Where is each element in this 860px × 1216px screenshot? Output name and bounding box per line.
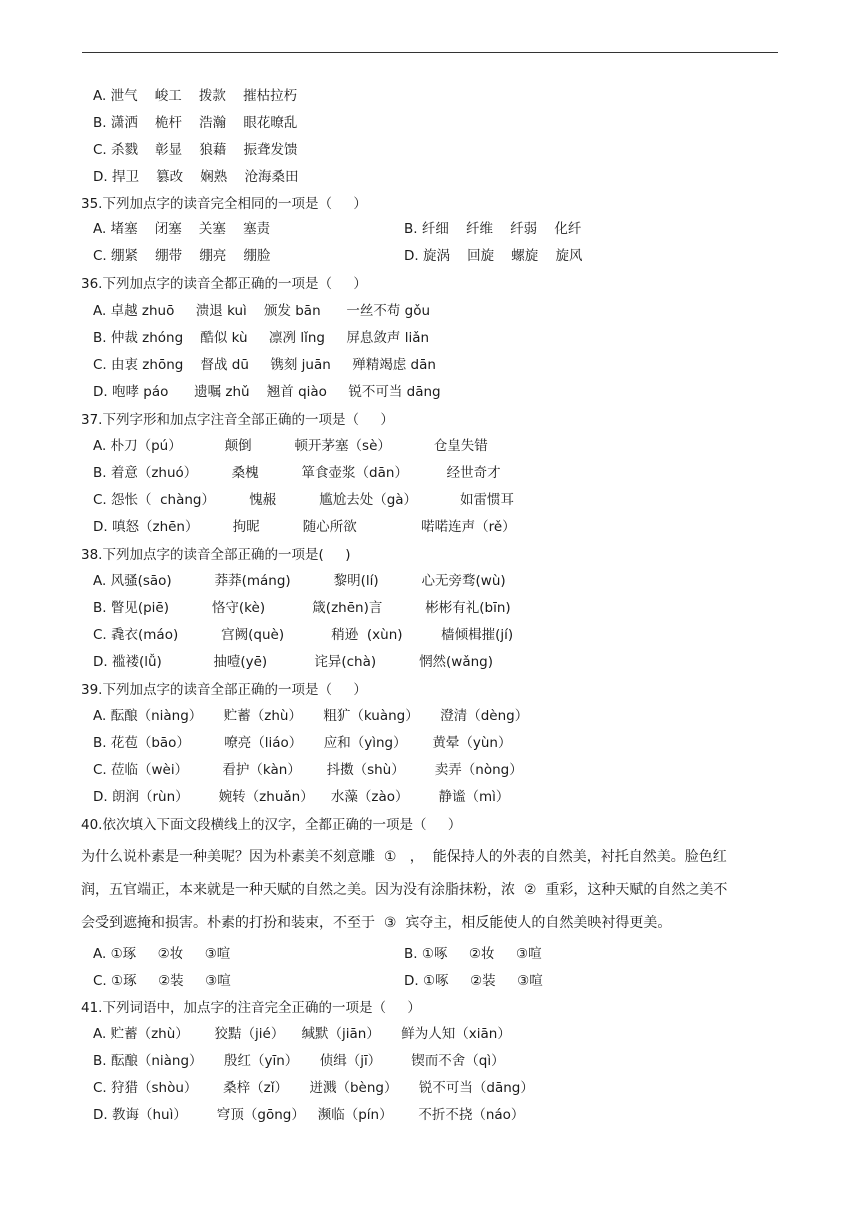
q40-option-d: D. ①啄 ②装 ③喧 [404, 973, 543, 989]
q34-option-d: D. 捍卫 篡改 娴熟 沧海桑田 [93, 169, 299, 185]
q39-title: 39.下列加点字的读音全部正确的一项是（ ） [81, 682, 367, 698]
q41-option-d: D. 教诲（huì） 穹顶（gōng） 濒临（pín） 不折不挠（náo） [93, 1107, 525, 1123]
q39-option-a: A. 酝酿（niàng） 贮蓄（zhù） 粗犷（kuàng） 澄清（dèng） [93, 708, 529, 724]
q40-passage-line-1: 为什么说朴素是一种美呢？因为朴素美不刻意雕 ① ， 能保持人的外表的自然美，衬托自然美。脸色红 [81, 849, 727, 865]
q38-option-c: C. 毳衣(máo) 宫阙(què) 稍逊 (xùn) 樯倾楫摧(jí) [93, 627, 514, 643]
q39-option-b: B. 花苞（bāo） 嘹亮（liáo） 应和（yìng） 黄晕（yùn） [93, 735, 512, 751]
q41-title: 41.下列词语中，加点字的注音完全正确的一项是（ ） [81, 1000, 421, 1016]
q37-option-d: D. 嗔怒（zhēn） 拘昵 随心所欲 喏喏连声（rě） [93, 519, 516, 535]
q36-title: 36.下列加点字的读音全都正确的一项是（ ） [81, 276, 367, 292]
q41-option-b: B. 酝酿（niàng） 殷红（yīn） 侦缉（jī） 锲而不舍（qì） [93, 1053, 505, 1069]
q40-title: 40.依次填入下面文段横线上的汉字，全都正确的一项是（ ） [81, 817, 462, 833]
q36-option-d: D. 咆哮 páo 遗嘱 zhǔ 翘首 qiào 锐不可当 dāng [93, 384, 441, 400]
q38-option-d: D. 褴褛(lǚ) 抽噎(yē) 诧异(chà) 惘然(wǎng) [93, 654, 494, 670]
q36-option-a: A. 卓越 zhuō 溃退 kuì 颁发 bān 一丝不苟 gǒu [93, 303, 431, 319]
q40-option-c: C. ①琢 ②装 ③喧 [93, 973, 231, 989]
q38-option-a: A. 风骚(sāo) 莽莽(máng) 黎明(lí) 心无旁骛(wù) [93, 573, 506, 589]
q39-option-c: C. 莅临（wèi） 看护（kàn） 抖擞（shù） 卖弄（nòng） [93, 762, 523, 778]
q39-option-d: D. 朗润（rùn） 婉转（zhuǎn） 水藻（zào） 静谧（mì） [93, 789, 510, 805]
q40-passage-line-3: 会受到遮掩和损害。朴素的打扮和装束，不至于 ③ 宾夺主，相反能使人的自然美映衬得更美。 [81, 915, 672, 931]
q35-option-b: B. 纤细 纤维 纤弱 化纤 [404, 221, 582, 237]
q34-option-c: C. 杀戮 彰显 狼藉 振聋发馈 [93, 142, 298, 158]
q34-option-a: A. 泄气 峻工 拨款 摧枯拉朽 [93, 88, 298, 104]
q37-option-c: C. 怨怅（ chàng） 愧赧 尴尬去处（gà） 如雷惯耳 [93, 492, 514, 508]
q41-option-a: A. 贮蓄（zhù） 狡黠（jié） 缄默（jiān） 鲜为人知（xiān） [93, 1026, 511, 1042]
q37-option-b: B. 着意（zhuó） 桑槐 箪食壶浆（dān） 经世奇才 [93, 465, 501, 481]
q38-title: 38.下列加点字的读音全部正确的一项是( ) [81, 547, 351, 563]
q37-title: 37.下列字形和加点字注音全部正确的一项是（ ） [81, 412, 394, 428]
q40-option-a: A. ①琢 ②妆 ③喧 [93, 946, 231, 962]
header-rule [82, 52, 778, 53]
q40-passage-line-2: 润，五官端正，本来就是一种天赋的自然之美。因为没有涂脂抹粉，浓 ② 重彩，这种天赋的自然之美不 [81, 882, 728, 898]
q34-option-b: B. 潇洒 桅杆 浩瀚 眼花暸乱 [93, 115, 298, 131]
q36-option-c: C. 由衷 zhōng 督战 dū 镌刻 juān 殚精竭虑 dān [93, 357, 436, 373]
q41-option-c: C. 狩猎（shòu） 桑梓（zǐ） 迸溅（bèng） 锐不可当（dāng） [93, 1080, 534, 1096]
q37-option-a: A. 朴刀（pú） 颠倒 顿开茅塞（sè） 仓皇失错 [93, 438, 488, 454]
q35-option-c: C. 绷紧 绷带 绷亮 绷脸 [93, 248, 271, 264]
q35-option-a: A. 堵塞 闭塞 关塞 塞责 [93, 221, 271, 237]
q40-option-b: B. ①啄 ②妆 ③喧 [404, 946, 542, 962]
q35-title: 35.下列加点字的读音完全相同的一项是（ ） [81, 196, 367, 212]
q36-option-b: B. 仲裁 zhóng 酷似 kù 凛冽 lǐng 屏息敛声 liǎn [93, 330, 430, 346]
q38-option-b: B. 瞥见(piē) 恪守(kè) 箴(zhēn)言 彬彬有礼(bīn) [93, 600, 511, 616]
q35-option-d: D. 旋涡 回旋 螺旋 旋风 [404, 248, 583, 264]
